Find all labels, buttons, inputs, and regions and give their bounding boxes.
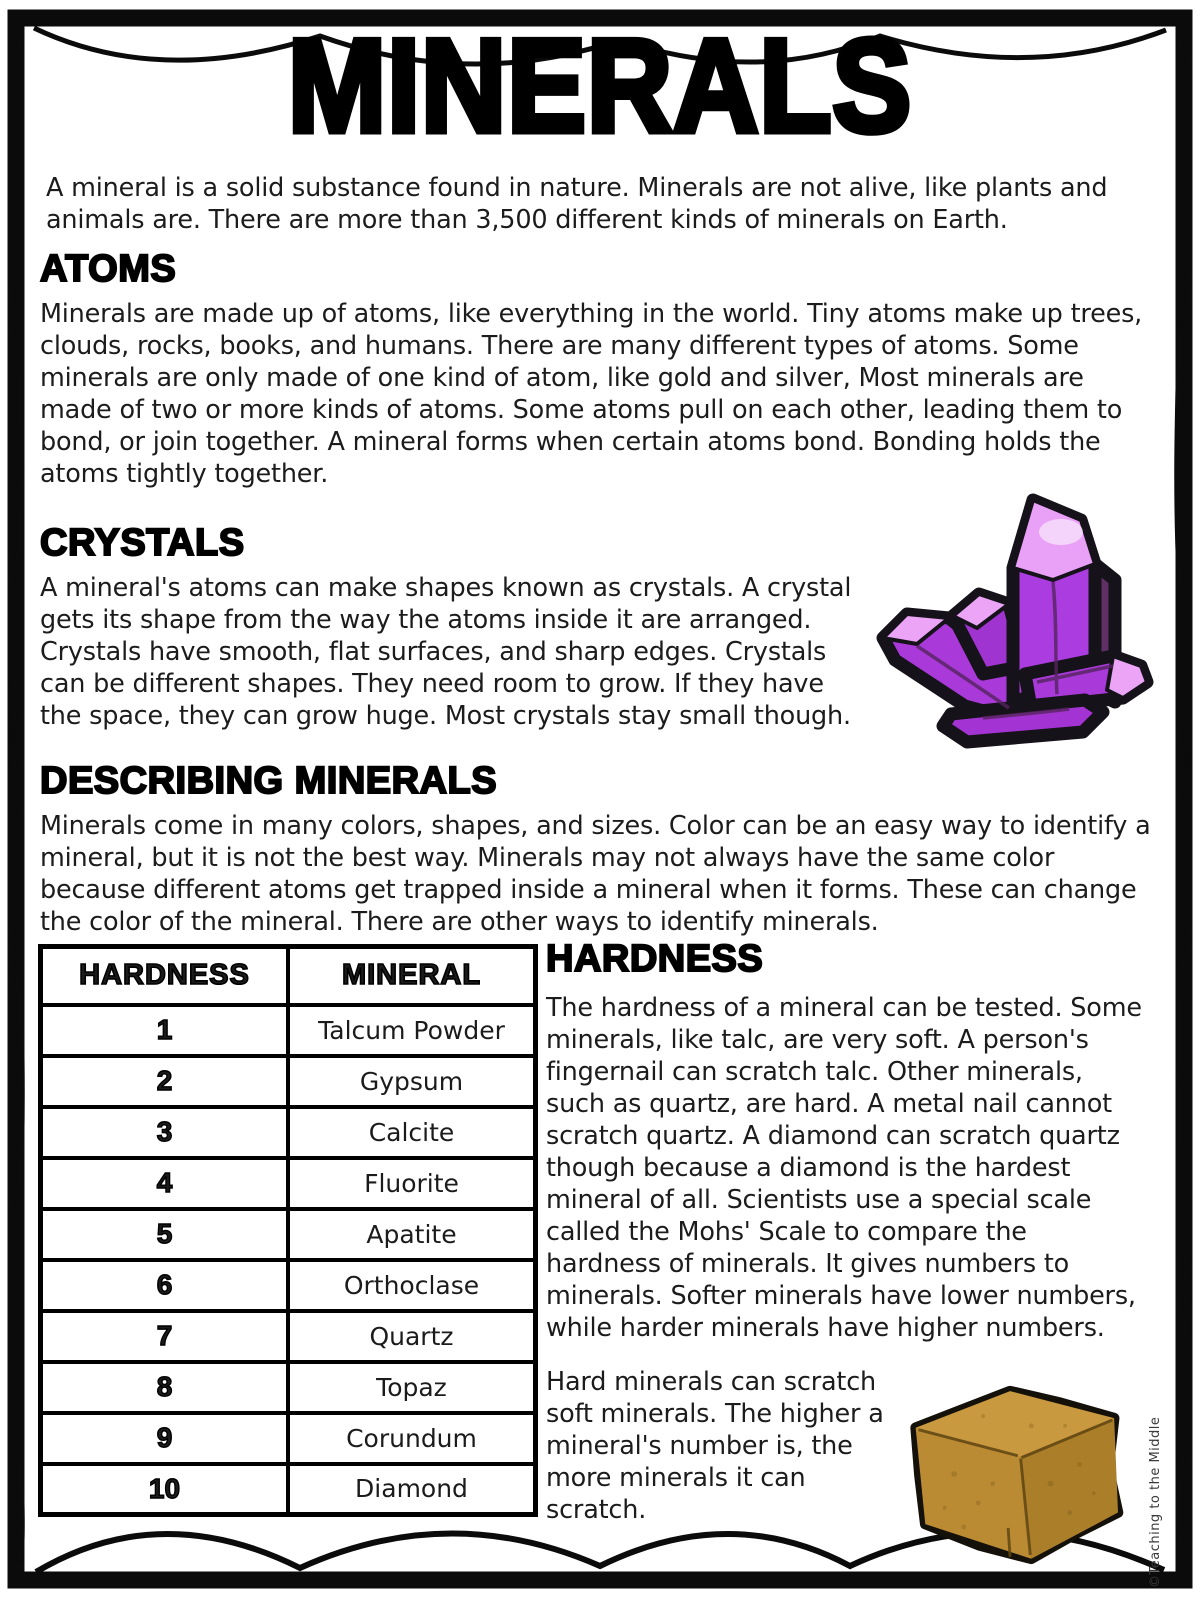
table-row: 3 Calcite <box>41 1107 536 1158</box>
table-header-row <box>41 947 536 1005</box>
table-row: 2 Gypsum <box>41 1056 536 1107</box>
table-row: 10 Diamond <box>41 1464 536 1515</box>
table-row: 4 Fluorite <box>41 1158 536 1209</box>
atoms-heading: ATOMS <box>40 248 177 290</box>
hardness-paragraph: The hardness of a mineral can be tested. Some minerals, like talc, are very soft. A person's fingernail can scratch talc. Other minerals, such as quartz, are hard. A metal nail cannot scratch quartz. A diamond can scratch quartz though because a diamond is the hardest mineral of all. Scientists use a special scale called the Mohs' Scale to compare the hardness of minerals. It gives numbers to minerals. Softer minerals have lower numbers, while harder minerals have higher numbers. <box>546 993 1142 1343</box>
atoms-paragraph: Minerals are made up of atoms, like everything in the world. Tiny atoms make up trees, clouds, rocks, books, and humans. There are many different types of atoms. Some minerals are only made of one kind of atom, like gold and silver, Most minerals are made of two or more kinds of atoms. Some atoms pull on each other, leading them to bond, or join together. A mineral forms when certain atoms bond. Bonding holds the atoms tightly together. <box>40 299 1143 489</box>
describing-minerals-paragraph: Minerals come in many colors, shapes, and sizes. Color can be an easy way to identify a mineral, but it is not the best way. Minerals may not always have the same color because different atoms get trapped inside a mineral when it forms. These can change the color of the mineral. There are other ways to identify minerals. <box>40 811 1151 937</box>
table-row: 5 Apatite <box>41 1209 536 1260</box>
intro-paragraph: A mineral is a solid substance found in nature. Minerals are not alive, like plants and animals are. There are more than 3,500 different kinds of minerals on Earth. <box>46 173 1108 235</box>
table-row: 8 Topaz <box>41 1362 536 1413</box>
describing-minerals-heading: DESCRIBING MINERALS <box>40 760 498 802</box>
page-title: MINERALS <box>287 12 913 161</box>
table-row: 7 Quartz <box>41 1311 536 1362</box>
gold-cube-illustration <box>884 1368 1140 1580</box>
hardness-column-header: HARDNESS <box>41 947 289 1005</box>
hardness-paragraph-continued: Hard minerals can scratch soft minerals. The higher a mineral's number is, the more minerals it can scratch. <box>546 1367 884 1525</box>
mohs-hardness-table <box>38 944 538 1517</box>
crystals-paragraph: A mineral's atoms can make shapes known as crystals. A crystal gets its shape from the way the atoms inside it are arranged. Crystals have smooth, flat surfaces, and sharp edges. Crystals can be different shapes. They need room to grow. If they have the space, they can grow huge. Most crystals stay small though. <box>40 573 852 731</box>
table-row: 1 Talcum Powder <box>41 1005 536 1056</box>
hardness-heading: HARDNESS <box>546 938 764 980</box>
purple-crystal-illustration <box>852 468 1158 768</box>
table-row: 6 Orthoclase <box>41 1260 536 1311</box>
crystals-heading: CRYSTALS <box>40 522 245 564</box>
mineral-column-header: MINERAL <box>288 947 536 1005</box>
table-row: 9 Corundum <box>41 1413 536 1464</box>
credit-text: ©Teaching to the Middle <box>1148 1416 1163 1588</box>
